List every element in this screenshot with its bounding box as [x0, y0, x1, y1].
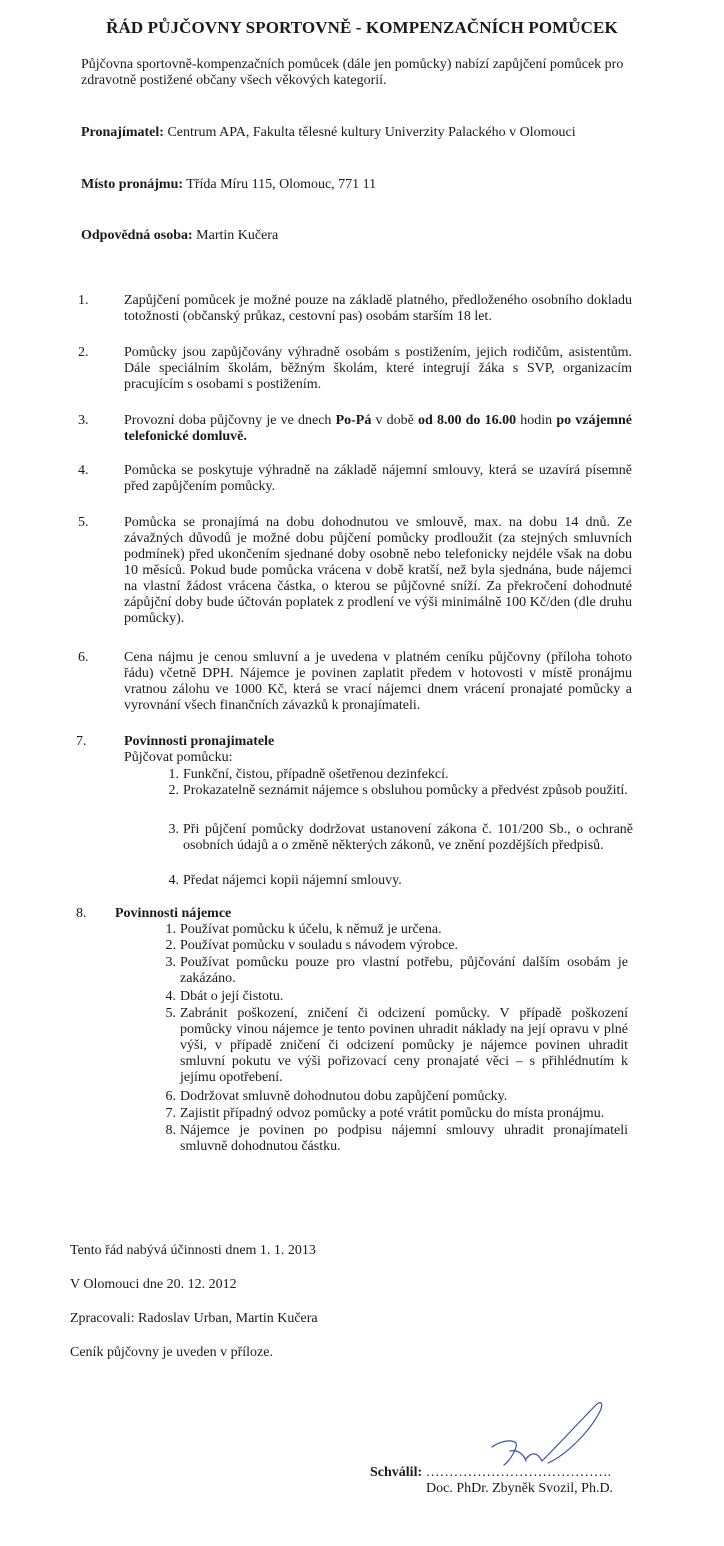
- rule-text: Zapůjčení pomůcek je možné pouze na základě platného, předloženého osobního dokladu totožnosti (občanský průkaz, cestovní pas) osobám starším 18 let.: [124, 293, 632, 324]
- approval-label: Schválil:: [370, 1465, 423, 1480]
- sub-number: 2.: [165, 938, 176, 953]
- section-7-number: 7.: [76, 734, 87, 749]
- sub-text: Funkční, čistou, případně ošetřenou dezinfekcí.: [183, 767, 449, 782]
- sub-text: Používat pomůcku k účelu, k němuž je určena.: [180, 922, 442, 937]
- handwritten-signature: [470, 1395, 630, 1475]
- sub-text: Používat pomůcku pouze pro vlastní potřebu, půjčování dalším osobám je zakázáno.: [180, 955, 628, 986]
- sub-text: Zabránit poškození, zničení či odcizení pomůcky. V případě poškození pomůcky vinou nájemce je tento povinen uhradit náklady na její opravu v plné výši, v případě zničení či odcizení pomůcky je nájemce povinen uhradit smluvní pokutu ve výši pořizovací ceny pronajaté věci – s přihlédnutím k jejímu opotřebení.: [180, 1006, 628, 1085]
- approver-name: Doc. PhDr. Zbyněk Svozil, Ph.D.: [426, 1481, 614, 1496]
- person-label: Odpovědná osoba:: [81, 228, 193, 243]
- rule-text: [124, 413, 632, 445]
- person-value: Martin Kučera: [192, 228, 279, 243]
- section-7-item: [163, 767, 633, 783]
- sub-number: 1.: [168, 767, 179, 782]
- section-7-heading: Povinnosti pronajimatele: [124, 734, 275, 749]
- section-8-item: [160, 1106, 630, 1122]
- sub-text: Prokazatelně seznámit nájemce s obsluhou pomůcky a předvést způsob použití.: [183, 783, 628, 798]
- sub-text: Předat nájemci kopii nájemní smlouvy.: [183, 873, 402, 888]
- pricelist-note: Ceník půjčovny je uveden v příloze.: [70, 1345, 273, 1360]
- section-8-item: [160, 938, 630, 954]
- section-7-item: [163, 873, 633, 889]
- rule-text: Cena nájmu je cenou smluvní a je uvedena v platném ceníku půjčovny (příloha tohoto řádu) včetně DPH. Nájemce je povinen zaplatit předem v hotovosti v místě pronájmu vratnou zálohu ve 1000 Kč, která se vrací nájemci dnem vrácení pronajaté pomůcky a vyrovnání všech finančních závazků k pronajímateli.: [124, 650, 632, 713]
- section-8-item: [160, 1006, 630, 1086]
- sub-number: 6.: [165, 1089, 176, 1104]
- section-8-number: 8.: [76, 906, 87, 921]
- section-8-heading: Povinnosti nájemce: [115, 906, 232, 921]
- section-8-item: [160, 955, 630, 987]
- rule-number: 6.: [78, 650, 89, 665]
- sub-number: 5.: [165, 1006, 176, 1021]
- intro-paragraph: Půjčovna sportovně-kompenzačních pomůcek (dále jen pomůcky) nabízí zapůjčení pomůcek pro zdravotně postižené občany všech věkových kategorií.: [81, 57, 624, 88]
- sub-number: 8.: [165, 1123, 176, 1138]
- sub-text: Při půjčení pomůcky dodržovat ustanovení zákona č. 101/200 Sb., o ochraně osobních údajů a o změně některých zákonů, ve znění pozdějších předpisů.: [183, 822, 633, 853]
- rule-text-part: hodin: [516, 413, 557, 428]
- sub-text: Používat pomůcku v souladu s návodem výrobce.: [180, 938, 459, 953]
- section-8-item: [160, 1089, 630, 1105]
- rule-text-part: Provozní doba půjčovny je ve dnech: [124, 413, 336, 428]
- rule-number: 1.: [78, 293, 89, 308]
- rule-number: 4.: [78, 463, 89, 478]
- sub-number: 7.: [165, 1106, 176, 1121]
- sub-number: 1.: [165, 922, 176, 937]
- section-8-item: [160, 922, 630, 938]
- section-7-lead: Půjčovat pomůcku:: [124, 750, 233, 765]
- rule-number: 3.: [78, 413, 89, 428]
- landlord-value: Centrum APA, Fakulta tělesné kultury Univerzity Palackého v Olomouci: [163, 125, 576, 140]
- rule-hours: od 8.00 do 16.00: [418, 413, 517, 428]
- sub-number: 2.: [168, 783, 179, 798]
- rule-number: 2.: [78, 345, 89, 360]
- effective-date: Tento řád nabývá účinnosti dnem 1. 1. 2013: [70, 1243, 316, 1258]
- section-8-item: [160, 989, 630, 1005]
- sub-text: Zajistit případný odvoz pomůcky a poté vrátit pomůcku do místa pronájmu.: [180, 1106, 605, 1121]
- rule-days: Po-Pá: [335, 413, 372, 428]
- section-7-item: [163, 822, 633, 870]
- sub-text: Nájemce je povinen po podpisu nájemní smlouvy uhradit pronajímateli smluvně dohodnutou částku.: [180, 1123, 628, 1154]
- signature-dots: ………………………………….: [422, 1465, 612, 1480]
- rule-text: Pomůcka se poskytuje výhradně na základě nájemní smlouvy, která se uzavírá písemně před zapůjčením pomůcky.: [124, 463, 632, 494]
- rule-number: 5.: [78, 515, 89, 530]
- place-value: Třída Míru 115, Olomouc, 771 11: [183, 177, 377, 192]
- place-and-date: V Olomouci dne 20. 12. 2012: [70, 1277, 237, 1292]
- section-7-item: [163, 783, 633, 815]
- sub-number: 4.: [168, 873, 179, 888]
- sub-number: 4.: [165, 989, 176, 1004]
- place-label: Místo pronájmu:: [81, 177, 184, 192]
- person-field: [81, 228, 278, 244]
- place-field: [81, 177, 376, 193]
- sub-number: 3.: [168, 822, 179, 837]
- document-title: ŘÁD PŮJČOVNY SPORTOVNĚ - KOMPENZAČNÍCH POMŮCEK: [106, 18, 618, 37]
- prepared-by: Zpracovali: Radoslav Urban, Martin Kučera: [70, 1311, 318, 1326]
- landlord-label: Pronajímatel:: [81, 125, 164, 140]
- sub-text: Dodržovat smluvně dohodnutou dobu zapůjčení pomůcky.: [180, 1089, 508, 1104]
- landlord-field: [81, 125, 576, 141]
- approval-line: [370, 1465, 611, 1481]
- rule-arrangement: po vzájemné telefonické domluvě.: [124, 413, 633, 444]
- rule-text: Pomůcka se pronajímá na dobu dohodnutou ve smlouvě, max. na dobu 14 dnů. Ze závažných důvodů je možné dobu půjčení pomůcky prodloužit (za stejných smluvních podmínek) před ukončením sjednané doby osobně nebo telefonicky nejdéle však na dobu 10 měsíců. Pokud bude pomůcka vrácena v době kratší, než byla sjednána, bude nájemci na vlastní žádost vrácena částka, o kterou se půjčovné sníží. Za překročení dohodnuté zápůjční doby bude účtován poplatek z prodlení ve výši minimálně 100 Kč/den (dle druhu pomůcky).: [124, 515, 632, 626]
- sub-text: Dbát o její čistotu.: [180, 989, 284, 1004]
- rule-text-part: v době: [371, 413, 419, 428]
- sub-number: 3.: [165, 955, 176, 970]
- section-8-item: [160, 1123, 630, 1155]
- rule-text: Pomůcky jsou zapůjčovány výhradně osobám s postižením, jejich rodičům, asistentům. Dále speciálním školám, běžným školám, které integrují žáka s SVP, organizacím pracujícím s osobami s postižením.: [124, 345, 632, 392]
